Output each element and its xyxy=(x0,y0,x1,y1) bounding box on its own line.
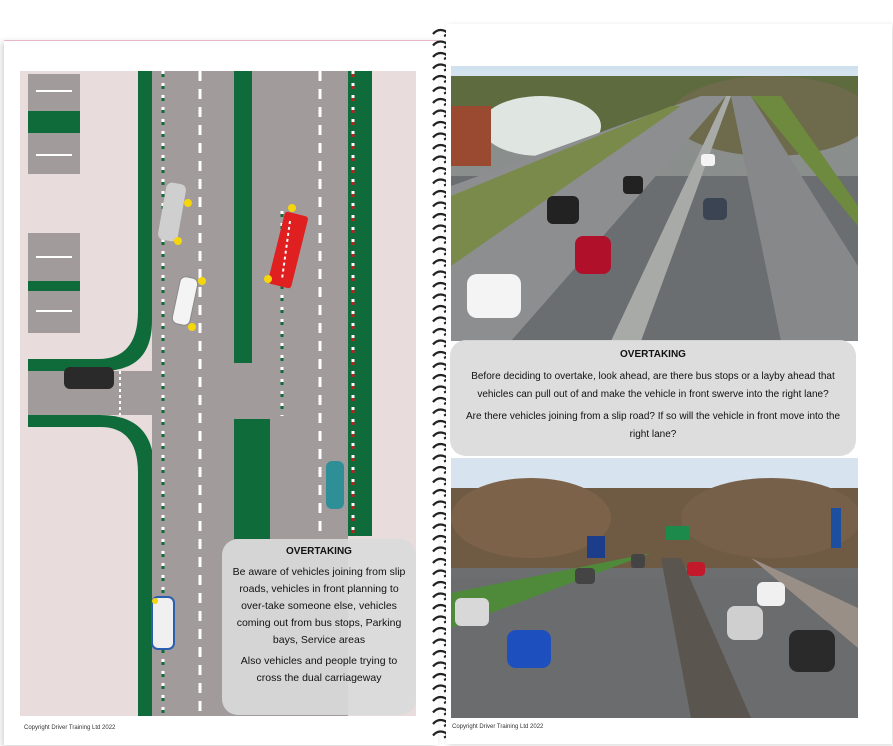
ambulance xyxy=(152,597,174,649)
top-road-photo xyxy=(451,66,858,341)
right-info-title: OVERTAKING xyxy=(620,349,686,360)
left-info-paragraph-2: Also vehicles and people trying to cross the dual carriageway xyxy=(240,655,398,684)
right-info-box xyxy=(450,340,856,456)
right-info-paragraph-2: Are there vehicles joining from a slip road? If so will the vehicle in front move into the right lane? xyxy=(465,411,841,440)
left-copyright: Copyright Driver Training Ltd 2022 xyxy=(24,725,116,731)
parking-bays-middle xyxy=(28,233,80,333)
bottom-road-photo xyxy=(451,458,858,718)
left-info-paragraph-1: Be aware of vehicles joining from slip roads, vehicles in front planning to over-take someone else, vehicles coming out from bus stops, Parking bays, Service areas xyxy=(232,566,406,646)
black-car xyxy=(64,367,114,389)
left-info-box xyxy=(222,539,416,715)
left-page xyxy=(4,40,438,745)
right-copyright: Copyright Driver Training Ltd 2022 xyxy=(452,724,544,730)
teal-car xyxy=(326,461,344,509)
right-info-paragraph-1: Before deciding to overtake, look ahead, are there bus stops or a layby ahead that vehicles can pull out of and make the vehicle in front swerve into the right lane? xyxy=(471,371,835,400)
parking-bays-top xyxy=(28,74,80,174)
right-page xyxy=(446,24,892,744)
left-info-title: OVERTAKING xyxy=(286,546,352,557)
